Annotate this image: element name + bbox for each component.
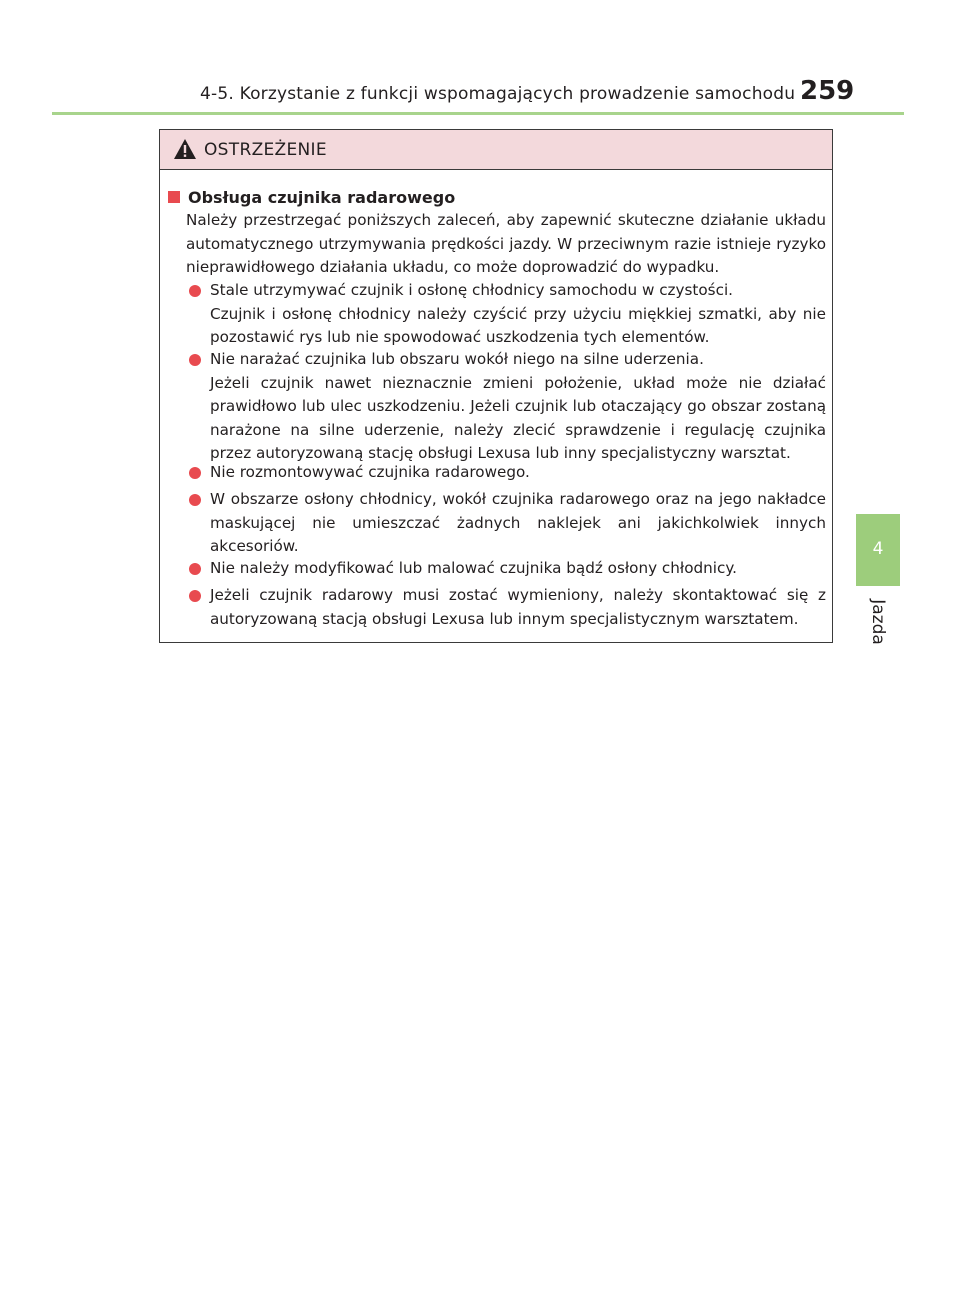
list-item (186, 557, 826, 581)
circle-bullet-icon (189, 285, 201, 297)
list-item-lead: W obszarze osłony chłodnicy, wokół czujnika radarowego oraz na jego nakładce maskującej nie umieszczać żadnych naklejek ani jakichkolwiek innych akcesoriów. (210, 490, 826, 555)
warning-title: OSTRZEŻENIE (204, 140, 327, 160)
circle-bullet-icon (189, 354, 201, 366)
circle-bullet-icon (189, 563, 201, 575)
section-heading-text: Obsługa czujnika radarowego (188, 188, 456, 207)
list-item-lead: Nie należy modyfikować lub malować czujnika bądź osłony chłodnicy. (210, 559, 737, 577)
warning-header (160, 130, 832, 170)
circle-bullet-icon (189, 467, 201, 479)
list-item (186, 584, 826, 631)
list-item (186, 461, 826, 485)
square-bullet-icon (168, 191, 180, 203)
list-item-lead: Stale utrzymywać czujnik i osłonę chłodnicy samochodu w czystości. (210, 281, 733, 299)
section-header-title: 4-5. Korzystanie z funkcji wspomagających prowadzenie samochodu (200, 84, 796, 104)
circle-bullet-icon (189, 590, 201, 602)
intro-paragraph: Należy przestrzegać poniższych zaleceń, aby zapewnić skuteczne działanie układu automatycznego utrzymywania prędkości jazdy. W przeciwnym razie istnieje ryzyko nieprawidłowego działania układu, co może doprowadzić do wypadku. (186, 211, 826, 276)
warning-triangle-icon (173, 138, 197, 160)
list-item-lead: Nie rozmontowywać czujnika radarowego. (210, 463, 530, 481)
section-heading (168, 188, 455, 207)
chapter-tab[interactable] (856, 514, 900, 586)
list-item-lead: Nie narażać czujnika lub obszaru wokół niego na silne uderzenia. (210, 350, 704, 368)
list-item (186, 348, 826, 466)
chapter-label-text: Jazda (868, 599, 889, 645)
page-number: 259 (800, 76, 855, 106)
warning-box (159, 129, 833, 643)
list-item (186, 488, 826, 559)
chapter-label (860, 592, 896, 652)
header-rule (52, 112, 904, 115)
circle-bullet-icon (189, 494, 201, 506)
list-item-lead: Jeżeli czujnik radarowy musi zostać wymieniony, należy skontaktować się z autoryzowaną stacją obsługi Lexusa lub innym specjalistycznym warsztatem. (210, 586, 826, 628)
list-item (186, 279, 826, 350)
list-item-detail: Jeżeli czujnik nawet nieznacznie zmieni położenie, układ może nie działać prawidłowo lub ulec uszkodzeniu. Jeżeli czujnik lub otaczający go obszar zostaną narażone na silne uderzenie, należy zlecić sprawdzenie i regulację czujnika przez autoryzowaną stację obsługi Lexusa lub inny specjalistyczny warsztat. (210, 373, 826, 462)
chapter-tab-number: 4 (872, 539, 884, 559)
list-item-detail: Czujnik i osłonę chłodnicy należy czyścić przy użyciu miękkiej szmatki, aby nie pozostawić rys lub nie spowodować uszkodzenia tych elementów. (210, 304, 826, 346)
